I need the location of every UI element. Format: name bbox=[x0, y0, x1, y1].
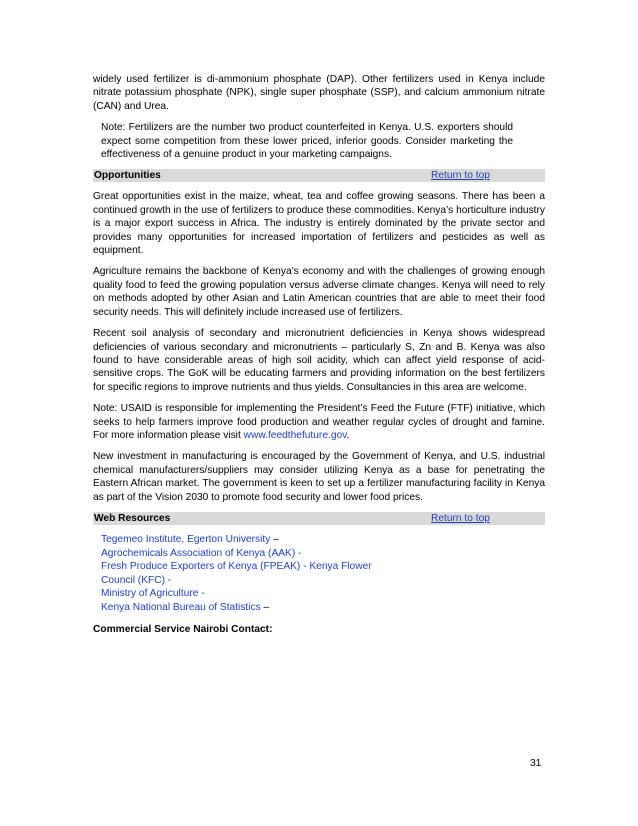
opportunities-heading: Opportunities bbox=[94, 170, 161, 182]
usaid-note-text: Note: USAID is responsible for implementing the President’s Feed the Future (FTF) initiative, which seeks to help farmers improve food production and weather regular cycles of drought and famine. For more information please visit bbox=[93, 403, 545, 441]
feedthefuture-link[interactable]: www.feedthefuture.gov bbox=[243, 429, 347, 441]
counterfeit-note: Note: Fertilizers are the number two product counterfeited in Kenya. U.S. exporters should expect some competition from these lower priced, inferior goods. Consider marketing the effectiveness of a genuine product in your marketing campaigns. bbox=[101, 122, 513, 161]
intro-paragraph: widely used fertilizer is di-ammonium phosphate (DAP). Other fertilizers used in Kenya include nitrate potassium phosphate (NPK), single super phosphate (SSP), and calcium ammonium nitrate (CAN) and Urea. bbox=[93, 74, 545, 112]
web-resources-header bbox=[93, 512, 545, 525]
opportunities-paragraph-2: Agriculture remains the backbone of Kenya’s economy and with the challenges of growing enough quality food to feed the growing population versus adverse climate changes. Kenya will need to rely on methods adopted by other Asian and Latin American countries that are able to meet their food security needs. This will definitely include increased use of fertilizers. bbox=[93, 266, 545, 318]
resource-link-ministry[interactable]: Ministry of Agriculture - bbox=[101, 588, 205, 600]
opportunities-header bbox=[93, 169, 545, 182]
web-resources-heading: Web Resources bbox=[94, 512, 171, 524]
opportunities-paragraph-5: New investment in manufacturing is encouraged by the Government of Kenya, and U.S. industrial chemical manufacturers/suppliers may consider utilizing Kenya as a base for penetrating the Eastern African market. The government is keen to set up a fertilizer manufacturing facility in Kenya as part of the Vision 2030 to promote food security and lower food prices. bbox=[93, 451, 545, 503]
resource-link-aak[interactable]: Agrochemicals Association of Kenya (AAK) - bbox=[101, 547, 302, 559]
resource-link-knbs-label[interactable]: Kenya National Bureau of Statistics bbox=[101, 601, 261, 613]
usaid-note-end: . bbox=[346, 429, 350, 441]
page-content bbox=[93, 73, 545, 636]
usaid-note-paragraph bbox=[93, 402, 545, 442]
opportunities-paragraph-3: Recent soil analysis of secondary and micronutrient deficiencies in Kenya shows widespread deficiencies of various secondary and micronutrients – particularly S, Zn and B. Kenya was also found to have considerable areas of high soil acidity, which can affect yield response of acid-sensitive crops. The GoK will be educating farmers and providing information on the best fertilizers for specific regions to improve nutrients and thus yields. Consultancies in this area are welcome. bbox=[93, 328, 545, 393]
opportunities-paragraph-1: Great opportunities exist in the maize, wheat, tea and coffee growing seasons. There has been a continued growth in the use of fertilizers to produce these commodities. Kenya’s horticulture industry is a major export success in Africa. The industry is entirely dominated by the private sector and provides many opportunities for increased importation of fertilizers and pesticides as well as equipment. bbox=[93, 191, 545, 257]
resource-link-kfc[interactable]: Council (KFC) - bbox=[101, 574, 172, 586]
resource-dash: – bbox=[260, 601, 270, 613]
page-number: 31 bbox=[530, 758, 542, 769]
return-to-top-link[interactable]: Return to top bbox=[431, 170, 490, 182]
resource-link-tegemeo-label[interactable]: Tegemeo Institute, Egerton University bbox=[101, 533, 271, 545]
web-resources-list bbox=[101, 533, 545, 615]
contact-heading: Commercial Service Nairobi Contact: bbox=[93, 623, 273, 635]
resource-link-tegemeo[interactable] bbox=[101, 533, 545, 547]
resource-dash: – bbox=[270, 533, 279, 545]
resource-link-fpeak[interactable]: Fresh Produce Exporters of Kenya (FPEAK) - Kenya Flower bbox=[101, 561, 372, 573]
return-to-top-link[interactable]: Return to top bbox=[431, 512, 490, 524]
resource-link-knbs[interactable] bbox=[101, 601, 545, 615]
